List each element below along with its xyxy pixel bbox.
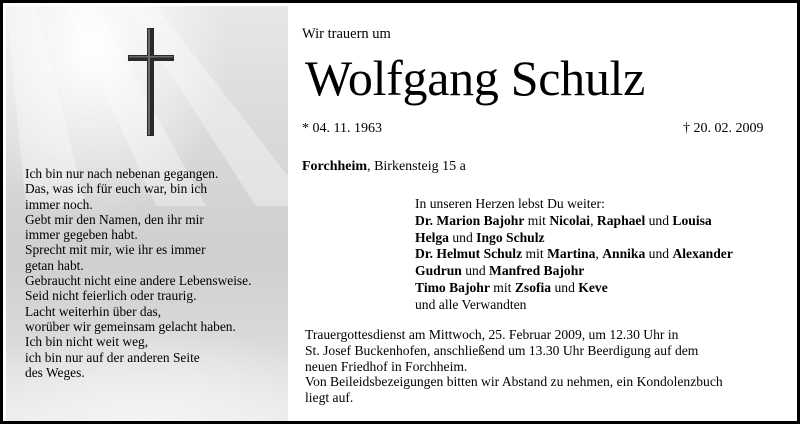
connector: , xyxy=(595,246,603,262)
intro-text: Wir trauern um xyxy=(302,26,391,42)
mourner-name: Annika xyxy=(602,246,646,262)
poem-line: Lacht weiterhin über das, xyxy=(25,303,162,319)
birth-date: * 04. 11. 1963 xyxy=(302,121,382,136)
cross-icon xyxy=(128,28,174,136)
poem-line: ich bin nur auf der anderen Seite xyxy=(25,349,200,365)
family-intro: In unseren Herzen lebst Du weiter: xyxy=(415,196,605,211)
connector: und xyxy=(645,246,673,262)
mourner-name: Louisa xyxy=(672,212,712,228)
poem xyxy=(25,166,251,380)
poem-line: worüber wir gemeinsam gelacht haben. xyxy=(25,318,236,334)
mourner-name: Manfred Bajohr xyxy=(489,263,585,279)
poem-line: Das, was ich für euch war, bin ich xyxy=(25,181,208,197)
poem-line: getan habt. xyxy=(25,257,84,273)
family-outro: und alle Verwandten xyxy=(415,296,527,312)
address-street: , Birkensteig 15 a xyxy=(367,159,466,174)
mourner-name: Alexander xyxy=(672,246,733,262)
poem-line: Gebt mir den Namen, den ihr mir xyxy=(25,211,204,227)
mourner-name: Zsofia xyxy=(514,279,552,295)
poem-line: Sprecht mit mir, wie ihr es immer xyxy=(25,242,206,258)
connector: und xyxy=(461,263,490,279)
family-list xyxy=(415,196,733,314)
poem-line: des Weges. xyxy=(25,364,85,380)
connector: und xyxy=(448,229,477,245)
family-line xyxy=(415,213,733,230)
sky-panel xyxy=(6,6,288,422)
service-line: St. Josef Buckenhofen, anschließend um 13.30 Uhr Beerdigung auf dem xyxy=(305,342,699,358)
deceased-name: Wolfgang Schulz xyxy=(305,50,646,106)
mourner-name: Dr. Marion Bajohr xyxy=(415,212,525,228)
family-line xyxy=(415,230,733,247)
poem-line: Gebraucht nicht eine andere Lebensweise. xyxy=(25,273,252,289)
mourner-name: Raphael xyxy=(596,212,646,228)
service-line: liegt auf. xyxy=(305,390,354,406)
mourner-name: Nicolai xyxy=(549,212,591,228)
service-info xyxy=(305,327,723,406)
poem-line: Ich bin nur nach nebenan gegangen. xyxy=(25,166,219,181)
connector: mit xyxy=(489,279,515,295)
address xyxy=(302,159,466,175)
mourner-name: Gudrun xyxy=(415,263,462,279)
service-line: Trauergottesdienst am Mittwoch, 25. Februar 2009, um 12.30 Uhr in xyxy=(305,327,679,342)
service-line: Von Beileidsbezeigungen bitten wir Abstand zu nehmen, ein Kondolenzbuch xyxy=(305,374,723,390)
poem-line: Ich bin nicht weit weg, xyxy=(25,334,149,350)
mourner-name: Dr. Helmut Schulz xyxy=(415,246,523,262)
poem-line: Seid nicht feierlich oder traurig. xyxy=(25,288,197,304)
family-line xyxy=(415,280,733,297)
family-line xyxy=(415,246,733,263)
mourner-name: Martina xyxy=(547,246,596,262)
connector: mit xyxy=(524,212,550,228)
mourner-name: Keve xyxy=(578,279,608,295)
mourner-name: Helga xyxy=(415,229,449,245)
service-line: neuen Friedhof in Forchheim. xyxy=(305,358,468,374)
poem-line: immer noch. xyxy=(25,196,93,212)
connector: mit xyxy=(522,246,548,262)
mourner-name: Ingo Schulz xyxy=(476,229,545,245)
family-line xyxy=(415,263,733,280)
address-city: Forchheim xyxy=(302,159,368,174)
poem-line: immer gegeben habt. xyxy=(25,227,138,243)
connector: , xyxy=(590,212,597,228)
death-date: † 20. 02. 2009 xyxy=(683,121,764,136)
connector: und xyxy=(645,212,673,228)
connector: und xyxy=(551,279,579,295)
mourner-name: Timo Bajohr xyxy=(415,279,490,295)
